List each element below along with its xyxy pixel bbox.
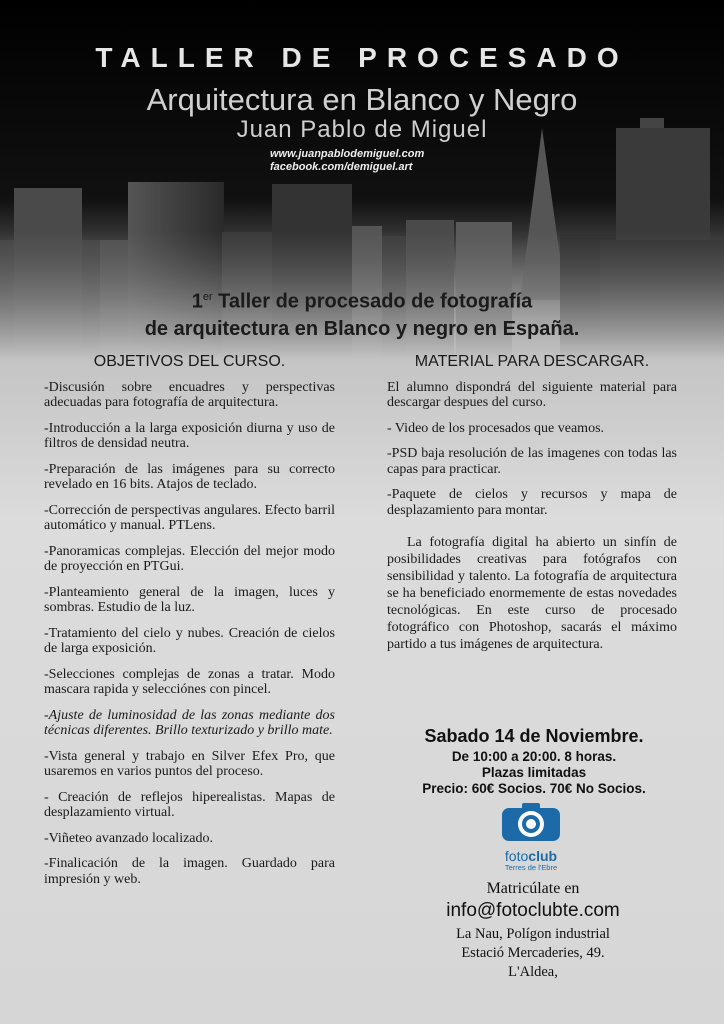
event-hours: De 10:00 a 20:00. 8 horas. <box>451 749 617 764</box>
objective-item: - Creación de reflejos hiperealistas. Mapas de desplazamiento virtual. <box>44 789 335 820</box>
logo-name <box>500 849 562 863</box>
fotoclub-logo <box>500 802 562 872</box>
event-price: Precio: 60€ Socios. 70€ No Socios. <box>422 781 646 796</box>
event-date: Sabado 14 de Noviembre. <box>424 726 644 746</box>
objective-item: -Selecciones complejas de zonas a tratar. Modo mascara rapida y selecciónes con pincel. <box>44 666 335 697</box>
intro-line-1: Taller de procesado de fotografía <box>218 290 533 313</box>
workshop-subtitle: Arquitectura en Blanco y Negro <box>146 82 578 117</box>
objective-item: -Planteamiento general de la imagen, luces y sombras. Estudio de la luz. <box>44 584 335 615</box>
facebook-link[interactable]: facebook.com/demiguel.art <box>270 161 413 173</box>
objective-item: -Vista general y trabajo en Silver Efex Pro, que usaremos en varios puntos del proceso. <box>44 748 335 779</box>
objective-item: -Tratamiento del cielo y nubes. Creación de cielos de larga exposición. <box>44 625 335 656</box>
material-item: - Video de los procesados que veamos. <box>387 420 605 436</box>
objective-item: -Discusión sobre encuadres y perspectivas adecuadas para fotografía de arquitectura. <box>44 379 335 410</box>
material-item: -PSD baja resolución de las imagenes con todas las capas para practicar. <box>387 446 677 477</box>
camera-icon <box>500 802 562 842</box>
objective-item: -Corrección de perspectivas angulares. Efecto barril automático y manual. PTLens. <box>44 502 335 533</box>
workshop-title: TALLER DE PROCESADO <box>95 42 629 73</box>
intro-line-2: de arquitectura en Blanco y negro en España. <box>144 317 580 340</box>
objective-item: -Introducción a la larga exposición diurna y uso de filtros de densidad neutra. <box>44 420 335 451</box>
material-heading: MATERIAL PARA DESCARGAR. <box>414 353 650 370</box>
logo-name-b: club <box>528 848 558 864</box>
objective-item: -Preparación de las imágenes para su correcto revelado en 16 bits. Atajos de teclado. <box>44 461 335 492</box>
objectives-column <box>44 354 335 897</box>
intro-ordinal: er <box>202 291 213 303</box>
material-column <box>387 354 677 653</box>
logo-name-a: foto <box>504 848 529 864</box>
logo-tagline: Terres de l'Ebre <box>504 863 558 872</box>
objective-item: -Panoramicas complejas. Elección del mejor modo de proyección en PTGui. <box>44 543 335 574</box>
intro-number: 1 <box>191 290 203 313</box>
website-link[interactable]: www.juanpablodemiguel.com <box>270 148 425 160</box>
address-line: Estació Mercaderies, 49. <box>461 945 605 961</box>
material-item: El alumno dispondrá del siguiente material para descargar despues del curso. <box>387 379 677 410</box>
author-name: Juan Pablo de Miguel <box>236 116 488 143</box>
objective-item: -Viñeteo avanzado localizado. <box>44 830 214 846</box>
objective-item: -Finalicación de la imagen. Guardado para impresión y web. <box>44 856 335 887</box>
address-line: La Nau, Polígon industrial <box>456 926 610 942</box>
objective-item: -Ajuste de luminosidad de las zonas mediante dos técnicas diferentes. Brillo texturizado y brillo mate. <box>44 707 335 738</box>
event-places: Plazas limitadas <box>481 765 587 780</box>
contact-info <box>400 880 666 982</box>
event-info <box>387 726 681 797</box>
objectives-heading: OBJETIVOS DEL CURSO. <box>93 353 286 370</box>
intro-heading <box>0 284 724 343</box>
course-description: La fotografía digital ha abierto un sinfín de posibilidades creativas para fotógrafos con sensibilidad y talento. La fotografía de arquitectura se ha beneficiado enormemente de estas novedades tecnológicas. En este curso de procesado fotográfico con Photoshop, sacarás el máximo partido a tus imágenes de arquitectura. <box>387 535 677 652</box>
enroll-label: Matricúlate en <box>486 880 580 897</box>
contact-email[interactable]: info@fotoclubte.com <box>446 900 620 921</box>
web-links <box>270 148 424 174</box>
address-line: L'Aldea, <box>508 964 558 980</box>
material-item: -Paquete de cielos y recursos y mapa de desplazamiento para montar. <box>387 487 677 518</box>
